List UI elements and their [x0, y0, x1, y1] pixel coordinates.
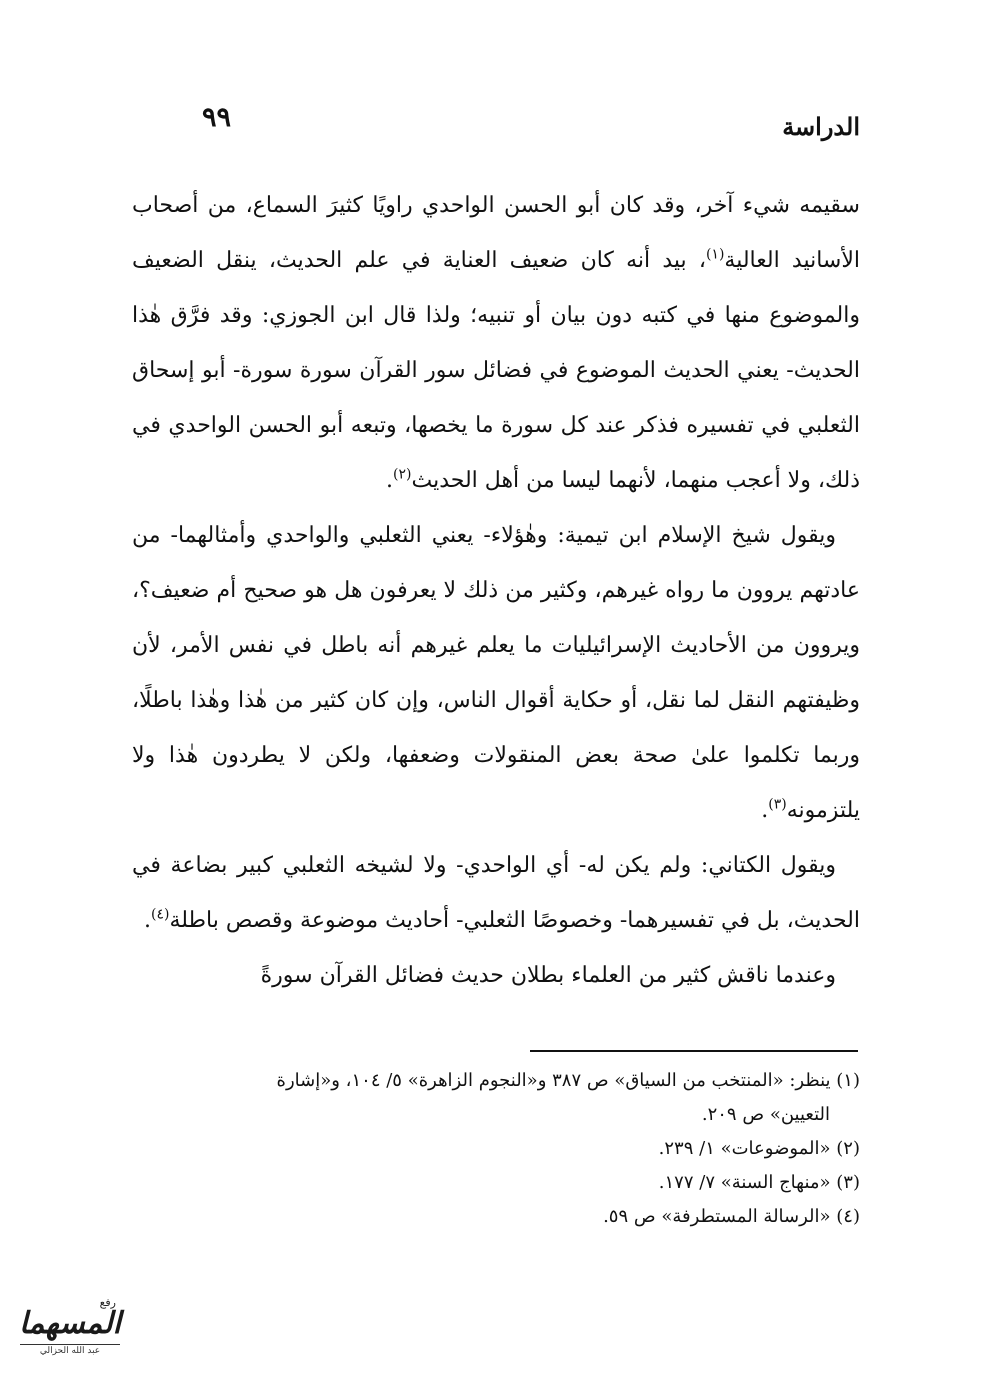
footnotes — [132, 1064, 860, 1234]
footnote-ref: (٢) — [393, 466, 412, 483]
paragraph: وعندما ناقش كثير من العلماء بطلان حديث فضائل القرآن سورةً — [260, 963, 836, 988]
page-number: ٩٩ — [202, 102, 232, 133]
footnote-ref: (٤) — [151, 906, 170, 923]
logo-subtext: عبد الله الحزالي — [20, 1344, 120, 1357]
page-header — [132, 98, 860, 148]
main-text — [132, 178, 860, 1003]
footnote-separator — [530, 1050, 858, 1052]
logo-mark: رفع — [99, 1296, 116, 1309]
footnote-2: (٢) «الموضوعات» ١/ ٢٣٩. — [658, 1138, 860, 1159]
footnote-ref: (١) — [705, 246, 725, 263]
footnote-ref: (٣) — [768, 796, 787, 813]
running-title: الدراسة — [782, 112, 860, 141]
footnote-3: (٣) «منهاج السنة» ٧/ ١٧٧. — [658, 1172, 860, 1193]
logo-text: المسهما — [19, 1306, 121, 1341]
publisher-logo — [14, 1296, 126, 1378]
footnote-4: (٤) «الرسالة المستطرفة» ص ٥٩. — [603, 1206, 860, 1227]
footnote-1-continued: التعيين» ص ٢٠٩. — [701, 1104, 830, 1125]
footnote-1: (١) ينظر: «المنتخب من السياق» ص ٣٨٧ و«النجوم الزاهرة» ٥/ ١٠٤، و«إشارة — [276, 1070, 860, 1091]
paragraph: ويقول الكتاني: ولم يكن له- أي الواحدي- ولا لشيخه الثعلبي كبير بضاعة في الحديث، بل في تفسيرهما- وخصوصًا الثعلبي- أحاديث موضوعة وقصص باطلة$^{(٤)}$. — [132, 853, 860, 933]
paragraph: سقيمه شيء آخر، وقد كان أبو الحسن الواحدي راويًا كثيرَ السماع، من أصحاب الأسانيد العالية$^{(١)}$، بيد أنه كان ضعيف العناية في علم الحديث، ينقل الضعيف والموضوع منها في كتبه دون بيان أو تنبيه؛ ولذا قال ابن الجوزي: وقد فرَّق هٰذا الحديث- يعني الحديث الموضوع في فضائل سور القرآن سورة سورة- أبو إسحاق الثعلبي في تفسيره فذكر عند كل سورة ما يخصها، وتبعه أبو الحسن الواحدي في ذلك، ولا أعجب منهما، لأنهما ليسا من أهل الحديث$^{(٢)}$. — [132, 193, 860, 493]
paragraph: ويقول شيخ الإسلام ابن تيمية: وهٰؤلاء- يعني الثعلبي والواحدي وأمثالهما- من عادتهم يروون ما رواه غيرهم، وكثير من ذلك لا يعرفون هل هو صحيح أم ضعيف؟، ويروون من الأحاديث الإسرائيليات ما يعلم غيرهم أنه باطل في نفس الأمر، لأن وظيفتهم النقل لما نقل، أو حكاية أقوال الناس، وإن كان كثير من هٰذا وهٰذا باطلًا، وربما تكلموا علىٰ صحة بعض المنقولات وضعفها، ولكن لا يطردون هٰذا ولا يلتزمونه$^{(٣)}$. — [132, 523, 860, 823]
